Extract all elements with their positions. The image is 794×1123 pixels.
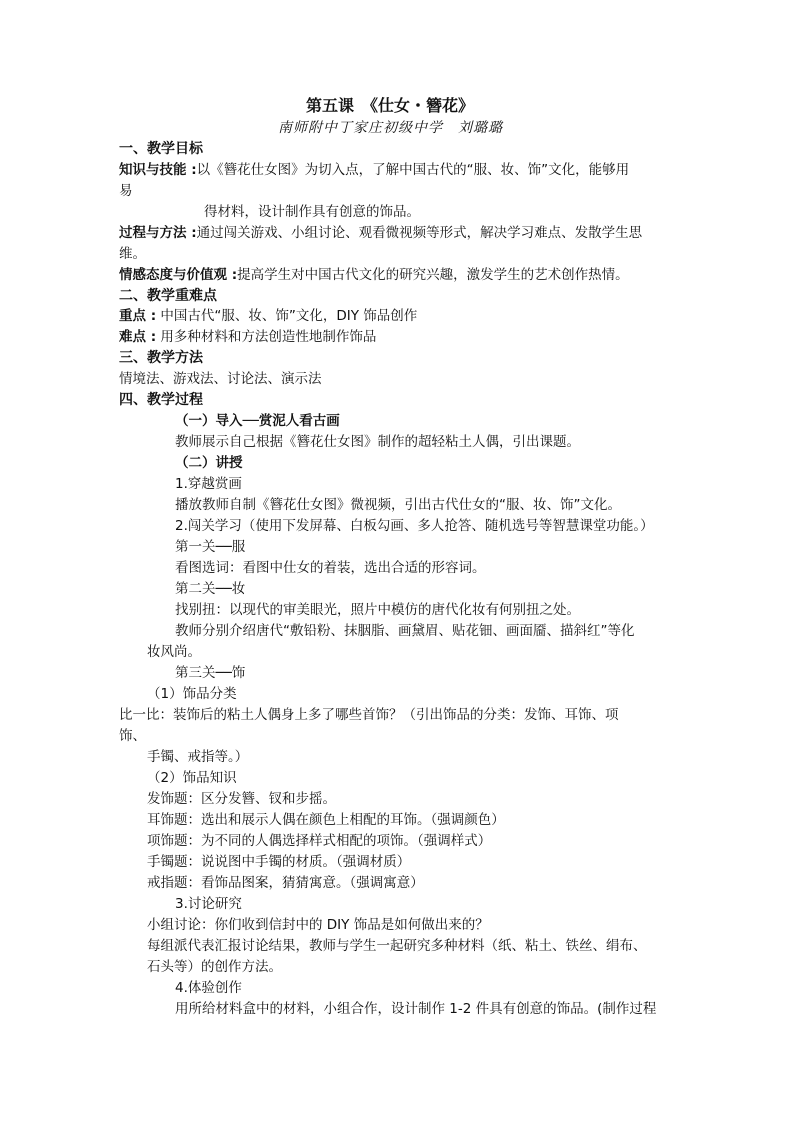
key-point-text: 中国古代“服、妆、饰”文化，DIY 饰品创作 xyxy=(156,308,418,324)
knowledge-skills-wrap: 易 xyxy=(119,183,133,199)
question-bracelet: 手镯题：说说图中手镯的材质。（强调材质） xyxy=(147,854,411,870)
difficulty-label: 难点 : xyxy=(119,329,157,345)
emotion-values-label: 情感态度与价值观 : xyxy=(119,267,238,283)
lecture-heading: （二）讲授 xyxy=(175,455,243,471)
emotion-values-text: 提高学生对中国古代文化的研究兴趣，激发学生的艺术创作热情。 xyxy=(237,267,629,283)
level-2-intro: 教师分别介绍唐代“敷铅粉、抹胭脂、画黛眉、贴花钿、画面靥、描斜红”等化 xyxy=(175,623,635,639)
step-3-question: 小组讨论：你们收到信封中的 DIY 饰品是如何做出来的？ xyxy=(147,917,489,933)
lesson-title: 第五课 《仕女・簪花》 xyxy=(306,96,475,115)
knowledge-skills-label: 知识与技能 : xyxy=(119,162,197,178)
step-1-text: 播放教师自制《簪花仕女图》微视频，引出古代仕女的“服、妆、饰”文化。 xyxy=(175,497,621,513)
step-1-heading: 1.穿越赏画 xyxy=(175,476,242,492)
knowledge-skills-line xyxy=(119,160,629,180)
key-point-line xyxy=(119,306,417,326)
level-3-heading: 第三关──饰 xyxy=(175,665,246,681)
level-3-sub-1-wrap-2: 手镯、戒指等。） xyxy=(147,749,249,765)
intro-text: 教师展示自己根据《簪花仕女图》制作的超轻粘土人偶，引出课题。 xyxy=(175,434,580,450)
question-neck: 项饰题：为不同的人偶选择样式相配的项饰。（强调样式） xyxy=(147,833,492,849)
key-point-label: 重点 : xyxy=(119,308,157,324)
section-heading-key-points: 二、教学重难点 xyxy=(119,288,217,304)
level-3-sub-1-wrap-1: 饰、 xyxy=(119,728,146,744)
level-1-heading: 第一关──服 xyxy=(175,539,246,555)
difficulty-line xyxy=(119,327,376,347)
process-method-label: 过程与方法 : xyxy=(119,225,197,241)
process-method-text: 通过闯关游戏、小组讨论、观看微视频等形式，解决学习难点、发散学生思 xyxy=(196,225,643,241)
level-3-sub-1-text: 比一比：装饰后的粘土人偶身上多了哪些首饰？（引出饰品的分类：发饰、耳饰、项 xyxy=(119,707,619,723)
step-2-heading: 2.闯关学习（使用下发屏幕、白板勾画、多人抢答、随机选号等智慧课堂功能。） xyxy=(175,518,654,534)
section-heading-process: 四、教学过程 xyxy=(119,392,203,408)
level-2-intro-wrap: 妆风尚。 xyxy=(147,644,201,660)
question-ear: 耳饰题：选出和展示人偶在颜色上相配的耳饰。（强调颜色） xyxy=(147,812,505,828)
step-3-heading: 3.讨论研究 xyxy=(175,896,242,912)
step-3-text: 每组派代表汇报讨论结果，教师与学生一起研究多种材料（纸、粘土、铁丝、绢布、 xyxy=(147,938,647,954)
section-heading-methods: 三、教学方法 xyxy=(119,350,203,366)
level-3-sub-1: （1）饰品分类 xyxy=(147,686,237,702)
author-line: 南师附中丁家庄初级中学 刘璐璐 xyxy=(278,120,503,136)
intro-heading: （一）导入──赏泥人看古画 xyxy=(175,413,340,429)
step-4-text: 用所给材料盒中的材料，小组合作，设计制作 1-2 件具有创意的饰品。(制作过程 xyxy=(175,1001,657,1017)
level-2-heading: 第二关──妆 xyxy=(175,581,246,597)
methods-text: 情境法、游戏法、讨论法、演示法 xyxy=(119,371,322,387)
step-3-wrap: 石头等）的创作方法。 xyxy=(147,959,282,975)
step-4-heading: 4.体验创作 xyxy=(175,980,242,996)
question-hair: 发饰题：区分发簪、钗和步摇。 xyxy=(147,791,336,807)
section-heading-objectives: 一、教学目标 xyxy=(119,141,203,157)
process-method-wrap: 维。 xyxy=(119,246,146,262)
knowledge-skills-continued: 得材料，设计制作具有创意的饰品。 xyxy=(204,204,420,220)
level-2-text: 找别扭：以现代的审美眼光，照片中模仿的唐代化妆有何别扭之处。 xyxy=(175,602,580,618)
process-method-line xyxy=(119,223,642,243)
difficulty-text: 用多种材料和方法创造性地制作饰品 xyxy=(156,329,377,345)
knowledge-skills-text: 以《簪花仕女图》为切入点，了解中国古代的“服、妆、饰”文化，能够用 xyxy=(196,162,630,178)
level-1-text: 看图选词：看图中仕女的着装，选出合适的形容词。 xyxy=(175,560,486,576)
level-3-sub-2: （2）饰品知识 xyxy=(147,770,237,786)
emotion-values-line xyxy=(119,265,629,285)
question-ring: 戒指题：看饰品图案，猜猜寓意。（强调寓意） xyxy=(147,875,424,891)
